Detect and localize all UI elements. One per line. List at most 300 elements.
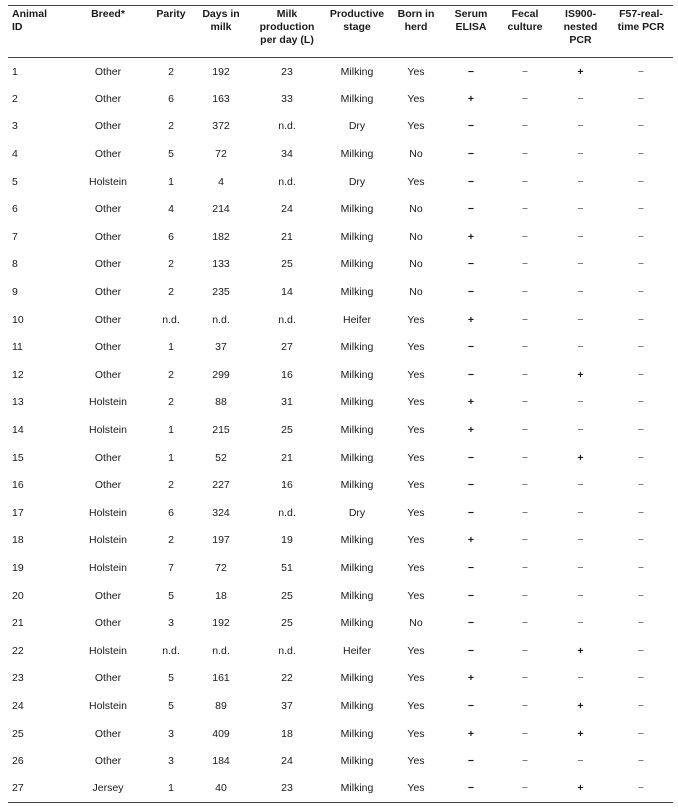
cell-breed: Holstein	[89, 534, 127, 547]
cell-milk-production: 25	[281, 617, 293, 630]
cell-breed: Other	[94, 755, 122, 768]
cell-animal-id: 7	[12, 230, 18, 243]
cell-is900-nested-pcr: −	[577, 672, 584, 685]
cell-born-in-herd: Yes	[407, 699, 425, 712]
cell-is900-nested-pcr: −	[577, 313, 584, 326]
column-header-animal-id	[8, 6, 68, 58]
cell-f57-real-time-pcr: −	[637, 589, 645, 602]
table-row	[8, 140, 673, 168]
cell-productive-stage: Milking	[340, 589, 374, 602]
cell-f57-real-time-pcr: −	[637, 203, 645, 216]
cell-days-in-milk: 18	[215, 589, 227, 602]
cell-f57-real-time-pcr: −	[637, 699, 645, 712]
cell-milk-production: 23	[281, 782, 293, 795]
cell-serum-elisa: +	[467, 727, 475, 740]
cell-f57-real-time-pcr: −	[637, 755, 645, 768]
cell-productive-stage: Heifer	[342, 313, 371, 326]
cell-productive-stage: Milking	[340, 479, 374, 492]
cell-animal-id: 6	[12, 203, 18, 216]
cell-productive-stage: Milking	[340, 699, 374, 712]
cell-serum-elisa: −	[467, 644, 475, 657]
cell-animal-id: 8	[12, 258, 18, 271]
cell-breed: Holstein	[89, 424, 127, 437]
cell-fecal-culture: −	[521, 782, 529, 795]
table-body	[8, 58, 673, 803]
cell-breed: Other	[94, 258, 122, 271]
table-row	[8, 168, 673, 196]
cell-days-in-milk: 409	[212, 727, 230, 740]
column-header-serum-elisa	[444, 6, 498, 58]
cell-breed: Holstein	[89, 396, 127, 409]
cell-f57-real-time-pcr: −	[637, 506, 645, 519]
column-header-days-in-milk	[194, 6, 248, 58]
cell-parity: 2	[168, 396, 174, 409]
column-header-line: Productive	[329, 8, 385, 20]
cell-f57-real-time-pcr: −	[637, 479, 645, 492]
cell-days-in-milk: 215	[212, 424, 230, 437]
cell-serum-elisa: −	[467, 479, 475, 492]
cell-parity: 2	[168, 534, 174, 547]
cell-born-in-herd: Yes	[407, 120, 425, 133]
cell-milk-production: 24	[281, 203, 293, 216]
table-header	[8, 6, 673, 58]
cell-milk-production: 23	[281, 65, 293, 78]
cell-animal-id: 22	[12, 644, 24, 657]
results-table	[8, 5, 673, 803]
table-row	[8, 113, 673, 141]
table-row	[8, 692, 673, 720]
cell-milk-production: n.d.	[278, 313, 296, 326]
cell-is900-nested-pcr: +	[577, 727, 584, 740]
cell-born-in-herd: Yes	[407, 727, 425, 740]
column-header-line: Breed*	[91, 8, 125, 20]
cell-is900-nested-pcr: −	[577, 92, 584, 105]
cell-serum-elisa: −	[467, 782, 475, 795]
cell-productive-stage: Milking	[340, 672, 374, 685]
cell-is900-nested-pcr: −	[577, 617, 584, 630]
cell-is900-nested-pcr: +	[577, 782, 584, 795]
cell-days-in-milk: 324	[212, 506, 230, 519]
column-header-fecal-culture	[498, 6, 552, 58]
cell-parity: 6	[168, 230, 174, 243]
cell-fecal-culture: −	[521, 644, 529, 657]
cell-milk-production: 21	[281, 230, 293, 243]
cell-breed: Other	[94, 341, 122, 354]
cell-animal-id: 23	[12, 672, 24, 685]
cell-animal-id: 12	[12, 368, 24, 381]
cell-breed: Holstein	[89, 175, 127, 188]
header-row	[8, 6, 673, 58]
cell-milk-production: 22	[281, 672, 293, 685]
table-row	[8, 278, 673, 306]
cell-serum-elisa: −	[467, 617, 475, 630]
column-header-parity	[148, 6, 194, 58]
column-header-line: F57-real-	[619, 8, 663, 20]
cell-productive-stage: Milking	[340, 92, 374, 105]
cell-serum-elisa: −	[467, 341, 475, 354]
cell-fecal-culture: −	[521, 534, 529, 547]
cell-born-in-herd: Yes	[407, 175, 425, 188]
cell-parity: 1	[168, 451, 174, 464]
cell-f57-real-time-pcr: −	[637, 65, 645, 78]
cell-is900-nested-pcr: −	[577, 396, 584, 409]
cell-productive-stage: Milking	[340, 368, 374, 381]
cell-serum-elisa: +	[467, 313, 475, 326]
cell-days-in-milk: 227	[212, 479, 230, 492]
cell-breed: Holstein	[89, 561, 127, 574]
cell-breed: Other	[94, 203, 122, 216]
cell-is900-nested-pcr: −	[577, 424, 584, 437]
cell-fecal-culture: −	[521, 65, 529, 78]
cell-parity: 5	[168, 699, 174, 712]
cell-is900-nested-pcr: +	[577, 644, 584, 657]
cell-productive-stage: Milking	[340, 561, 374, 574]
table-row	[8, 389, 673, 417]
cell-days-in-milk: 163	[212, 92, 230, 105]
cell-breed: Other	[94, 617, 122, 630]
cell-milk-production: 37	[281, 699, 293, 712]
cell-serum-elisa: +	[467, 424, 475, 437]
table-row	[8, 665, 673, 693]
cell-f57-real-time-pcr: −	[637, 672, 645, 685]
cell-is900-nested-pcr: −	[577, 755, 584, 768]
table-row	[8, 195, 673, 223]
cell-is900-nested-pcr: +	[577, 451, 584, 464]
cell-is900-nested-pcr: −	[577, 286, 584, 299]
column-header-line: Milk	[276, 8, 298, 20]
cell-animal-id: 1	[12, 65, 18, 78]
cell-fecal-culture: −	[521, 561, 529, 574]
column-header-born-in-herd	[388, 6, 444, 58]
cell-parity: 1	[168, 175, 174, 188]
cell-is900-nested-pcr: −	[577, 120, 584, 133]
cell-f57-real-time-pcr: −	[637, 148, 645, 161]
cell-animal-id: 3	[12, 120, 18, 133]
cell-productive-stage: Milking	[340, 727, 374, 740]
cell-parity: 7	[168, 561, 174, 574]
cell-f57-real-time-pcr: −	[637, 120, 645, 133]
cell-born-in-herd: Yes	[407, 341, 425, 354]
cell-days-in-milk: 214	[212, 203, 230, 216]
cell-milk-production: n.d.	[278, 644, 296, 657]
cell-productive-stage: Milking	[340, 230, 374, 243]
table-row	[8, 720, 673, 748]
cell-breed: Other	[94, 589, 122, 602]
cell-born-in-herd: No	[409, 286, 423, 299]
cell-serum-elisa: −	[467, 368, 475, 381]
cell-parity: 6	[168, 506, 174, 519]
column-header-line: Animal	[12, 8, 48, 20]
cell-born-in-herd: No	[409, 617, 423, 630]
cell-animal-id: 11	[12, 341, 23, 354]
cell-milk-production: n.d.	[278, 506, 296, 519]
cell-born-in-herd: No	[409, 230, 423, 243]
table-row	[8, 223, 673, 251]
cell-f57-real-time-pcr: −	[637, 727, 645, 740]
cell-is900-nested-pcr: −	[577, 148, 584, 161]
cell-parity: 5	[168, 148, 174, 161]
column-header-line: per day (L)	[260, 34, 314, 46]
cell-parity: 1	[168, 424, 174, 437]
cell-productive-stage: Dry	[348, 120, 366, 133]
cell-f57-real-time-pcr: −	[637, 175, 645, 188]
cell-parity: 5	[168, 589, 174, 602]
cell-animal-id: 19	[12, 561, 24, 574]
cell-milk-production: 21	[281, 451, 293, 464]
cell-breed: Other	[94, 727, 122, 740]
cell-parity: 2	[168, 65, 174, 78]
cell-milk-production: 14	[281, 286, 293, 299]
cell-parity: 2	[168, 286, 174, 299]
cell-fecal-culture: −	[521, 258, 529, 271]
cell-days-in-milk: 372	[212, 120, 230, 133]
cell-fecal-culture: −	[521, 479, 529, 492]
cell-productive-stage: Milking	[340, 203, 374, 216]
table-row	[8, 747, 673, 775]
cell-milk-production: 33	[281, 92, 293, 105]
cell-animal-id: 15	[12, 451, 24, 464]
cell-f57-real-time-pcr: −	[637, 341, 645, 354]
cell-fecal-culture: −	[521, 175, 529, 188]
cell-serum-elisa: −	[467, 148, 475, 161]
cell-serum-elisa: −	[467, 451, 475, 464]
cell-serum-elisa: −	[467, 258, 475, 271]
cell-is900-nested-pcr: −	[577, 258, 584, 271]
cell-serum-elisa: +	[467, 230, 475, 243]
column-header-milk-production	[248, 6, 326, 58]
cell-serum-elisa: −	[467, 175, 475, 188]
cell-productive-stage: Heifer	[342, 644, 371, 657]
cell-breed: Holstein	[89, 699, 127, 712]
cell-milk-production: 25	[281, 424, 293, 437]
cell-productive-stage: Milking	[340, 148, 374, 161]
cell-is900-nested-pcr: −	[577, 479, 584, 492]
cell-breed: Other	[94, 368, 122, 381]
cell-parity: 3	[168, 727, 174, 740]
cell-productive-stage: Milking	[340, 286, 374, 299]
cell-fecal-culture: −	[521, 506, 529, 519]
table-row	[8, 444, 673, 472]
cell-productive-stage: Milking	[340, 65, 374, 78]
cell-serum-elisa: −	[467, 286, 475, 299]
cell-serum-elisa: +	[467, 396, 475, 409]
cell-is900-nested-pcr: +	[577, 699, 584, 712]
cell-serum-elisa: −	[467, 755, 475, 768]
cell-f57-real-time-pcr: −	[637, 782, 645, 795]
cell-days-in-milk: 40	[215, 782, 227, 795]
cell-breed: Other	[94, 230, 122, 243]
cell-days-in-milk: 235	[212, 286, 230, 299]
cell-animal-id: 20	[12, 589, 24, 602]
cell-milk-production: 16	[281, 368, 293, 381]
cell-productive-stage: Milking	[340, 782, 374, 795]
table-row	[8, 251, 673, 279]
cell-milk-production: 19	[281, 534, 293, 547]
column-header-line: Fecal	[511, 8, 539, 20]
cell-serum-elisa: +	[467, 534, 475, 547]
cell-days-in-milk: 133	[212, 258, 230, 271]
cell-animal-id: 14	[12, 424, 24, 437]
cell-f57-real-time-pcr: −	[637, 286, 645, 299]
column-header-line: PCR	[569, 34, 592, 46]
table-row	[8, 471, 673, 499]
cell-parity: n.d.	[162, 644, 180, 657]
cell-days-in-milk: 184	[212, 755, 230, 768]
column-header-line: production	[259, 21, 315, 33]
cell-productive-stage: Milking	[340, 258, 374, 271]
column-header-productive-stage	[326, 6, 388, 58]
cell-productive-stage: Milking	[340, 451, 374, 464]
cell-fecal-culture: −	[521, 203, 529, 216]
cell-animal-id: 18	[12, 534, 24, 547]
cell-days-in-milk: n.d.	[212, 644, 230, 657]
cell-parity: 2	[168, 479, 174, 492]
cell-milk-production: n.d.	[278, 120, 296, 133]
cell-serum-elisa: −	[467, 699, 475, 712]
cell-days-in-milk: 89	[215, 699, 227, 712]
table-row	[8, 416, 673, 444]
column-header-line: herd	[404, 21, 428, 33]
cell-fecal-culture: −	[521, 727, 529, 740]
cell-animal-id: 27	[12, 782, 24, 795]
cell-f57-real-time-pcr: −	[637, 230, 645, 243]
cell-breed: Other	[94, 451, 122, 464]
cell-parity: 4	[168, 203, 174, 216]
cell-productive-stage: Milking	[340, 755, 374, 768]
cell-days-in-milk: 182	[212, 230, 230, 243]
cell-parity: 1	[168, 782, 174, 795]
cell-parity: 2	[168, 120, 174, 133]
cell-animal-id: 9	[12, 286, 18, 299]
cell-milk-production: 25	[281, 258, 293, 271]
cell-breed: Other	[94, 120, 122, 133]
cell-parity: n.d.	[162, 313, 180, 326]
cell-milk-production: 34	[281, 148, 293, 161]
column-header-f57-real-time-pcr	[609, 6, 673, 58]
cell-days-in-milk: 4	[218, 175, 224, 188]
column-header-line: Days in	[202, 8, 240, 20]
cell-is900-nested-pcr: −	[577, 175, 584, 188]
cell-serum-elisa: −	[467, 120, 475, 133]
cell-breed: Other	[94, 313, 122, 326]
cell-parity: 6	[168, 92, 174, 105]
cell-f57-real-time-pcr: −	[637, 396, 645, 409]
cell-f57-real-time-pcr: −	[637, 534, 645, 547]
cell-is900-nested-pcr: −	[577, 506, 584, 519]
cell-born-in-herd: Yes	[407, 644, 425, 657]
table-row	[8, 554, 673, 582]
cell-born-in-herd: Yes	[407, 755, 425, 768]
table-row	[8, 775, 673, 803]
cell-fecal-culture: −	[521, 368, 529, 381]
cell-serum-elisa: −	[467, 506, 475, 519]
table-row	[8, 85, 673, 113]
cell-born-in-herd: No	[409, 203, 423, 216]
cell-productive-stage: Milking	[340, 424, 374, 437]
cell-born-in-herd: Yes	[407, 451, 425, 464]
cell-born-in-herd: Yes	[407, 561, 425, 574]
cell-parity: 1	[168, 341, 174, 354]
cell-born-in-herd: Yes	[407, 506, 425, 519]
cell-is900-nested-pcr: +	[577, 368, 584, 381]
table-row	[8, 637, 673, 665]
cell-productive-stage: Milking	[340, 534, 374, 547]
cell-breed: Other	[94, 286, 122, 299]
cell-f57-real-time-pcr: −	[637, 424, 645, 437]
cell-born-in-herd: Yes	[407, 396, 425, 409]
cell-f57-real-time-pcr: −	[637, 617, 645, 630]
cell-milk-production: 25	[281, 589, 293, 602]
cell-days-in-milk: 37	[215, 341, 227, 354]
cell-is900-nested-pcr: +	[577, 65, 584, 78]
cell-born-in-herd: Yes	[407, 672, 425, 685]
cell-fecal-culture: −	[521, 148, 529, 161]
cell-is900-nested-pcr: −	[577, 230, 584, 243]
cell-f57-real-time-pcr: −	[637, 561, 645, 574]
cell-f57-real-time-pcr: −	[637, 313, 645, 326]
cell-fecal-culture: −	[521, 589, 529, 602]
cell-fecal-culture: −	[521, 396, 529, 409]
cell-breed: Jersey	[92, 782, 124, 795]
cell-serum-elisa: +	[467, 672, 475, 685]
column-header-line: Parity	[156, 8, 186, 20]
cell-milk-production: 27	[281, 341, 293, 354]
cell-parity: 5	[168, 672, 174, 685]
cell-productive-stage: Dry	[348, 175, 366, 188]
cell-fecal-culture: −	[521, 230, 529, 243]
cell-fecal-culture: −	[521, 92, 529, 105]
cell-days-in-milk: n.d.	[212, 313, 230, 326]
cell-born-in-herd: Yes	[407, 424, 425, 437]
cell-is900-nested-pcr: −	[577, 589, 584, 602]
cell-f57-real-time-pcr: −	[637, 258, 645, 271]
cell-days-in-milk: 88	[215, 396, 227, 409]
column-header-line: time PCR	[617, 21, 665, 33]
table-row	[8, 306, 673, 334]
table-row	[8, 58, 673, 86]
cell-born-in-herd: Yes	[407, 92, 425, 105]
column-header-line: nested	[563, 21, 598, 33]
cell-breed: Other	[94, 65, 122, 78]
cell-animal-id: 5	[12, 175, 18, 188]
table-row	[8, 333, 673, 361]
table-row	[8, 361, 673, 389]
cell-breed: Other	[94, 92, 122, 105]
cell-animal-id: 16	[12, 479, 24, 492]
cell-animal-id: 26	[12, 755, 24, 768]
cell-born-in-herd: Yes	[407, 65, 425, 78]
cell-born-in-herd: Yes	[407, 589, 425, 602]
cell-days-in-milk: 192	[212, 617, 230, 630]
table-row	[8, 527, 673, 555]
cell-milk-production: 16	[281, 479, 293, 492]
cell-fecal-culture: −	[521, 424, 529, 437]
cell-breed: Other	[94, 148, 122, 161]
cell-days-in-milk: 192	[212, 65, 230, 78]
cell-born-in-herd: Yes	[407, 368, 425, 381]
cell-days-in-milk: 161	[212, 672, 230, 685]
cell-animal-id: 10	[12, 313, 24, 326]
cell-productive-stage: Dry	[348, 506, 366, 519]
column-header-line: Serum	[454, 8, 488, 20]
cell-f57-real-time-pcr: −	[637, 451, 645, 464]
cell-born-in-herd: Yes	[407, 313, 425, 326]
cell-fecal-culture: −	[521, 617, 529, 630]
cell-milk-production: 51	[281, 561, 293, 574]
cell-breed: Holstein	[89, 644, 127, 657]
cell-parity: 2	[168, 368, 174, 381]
cell-serum-elisa: −	[467, 65, 475, 78]
